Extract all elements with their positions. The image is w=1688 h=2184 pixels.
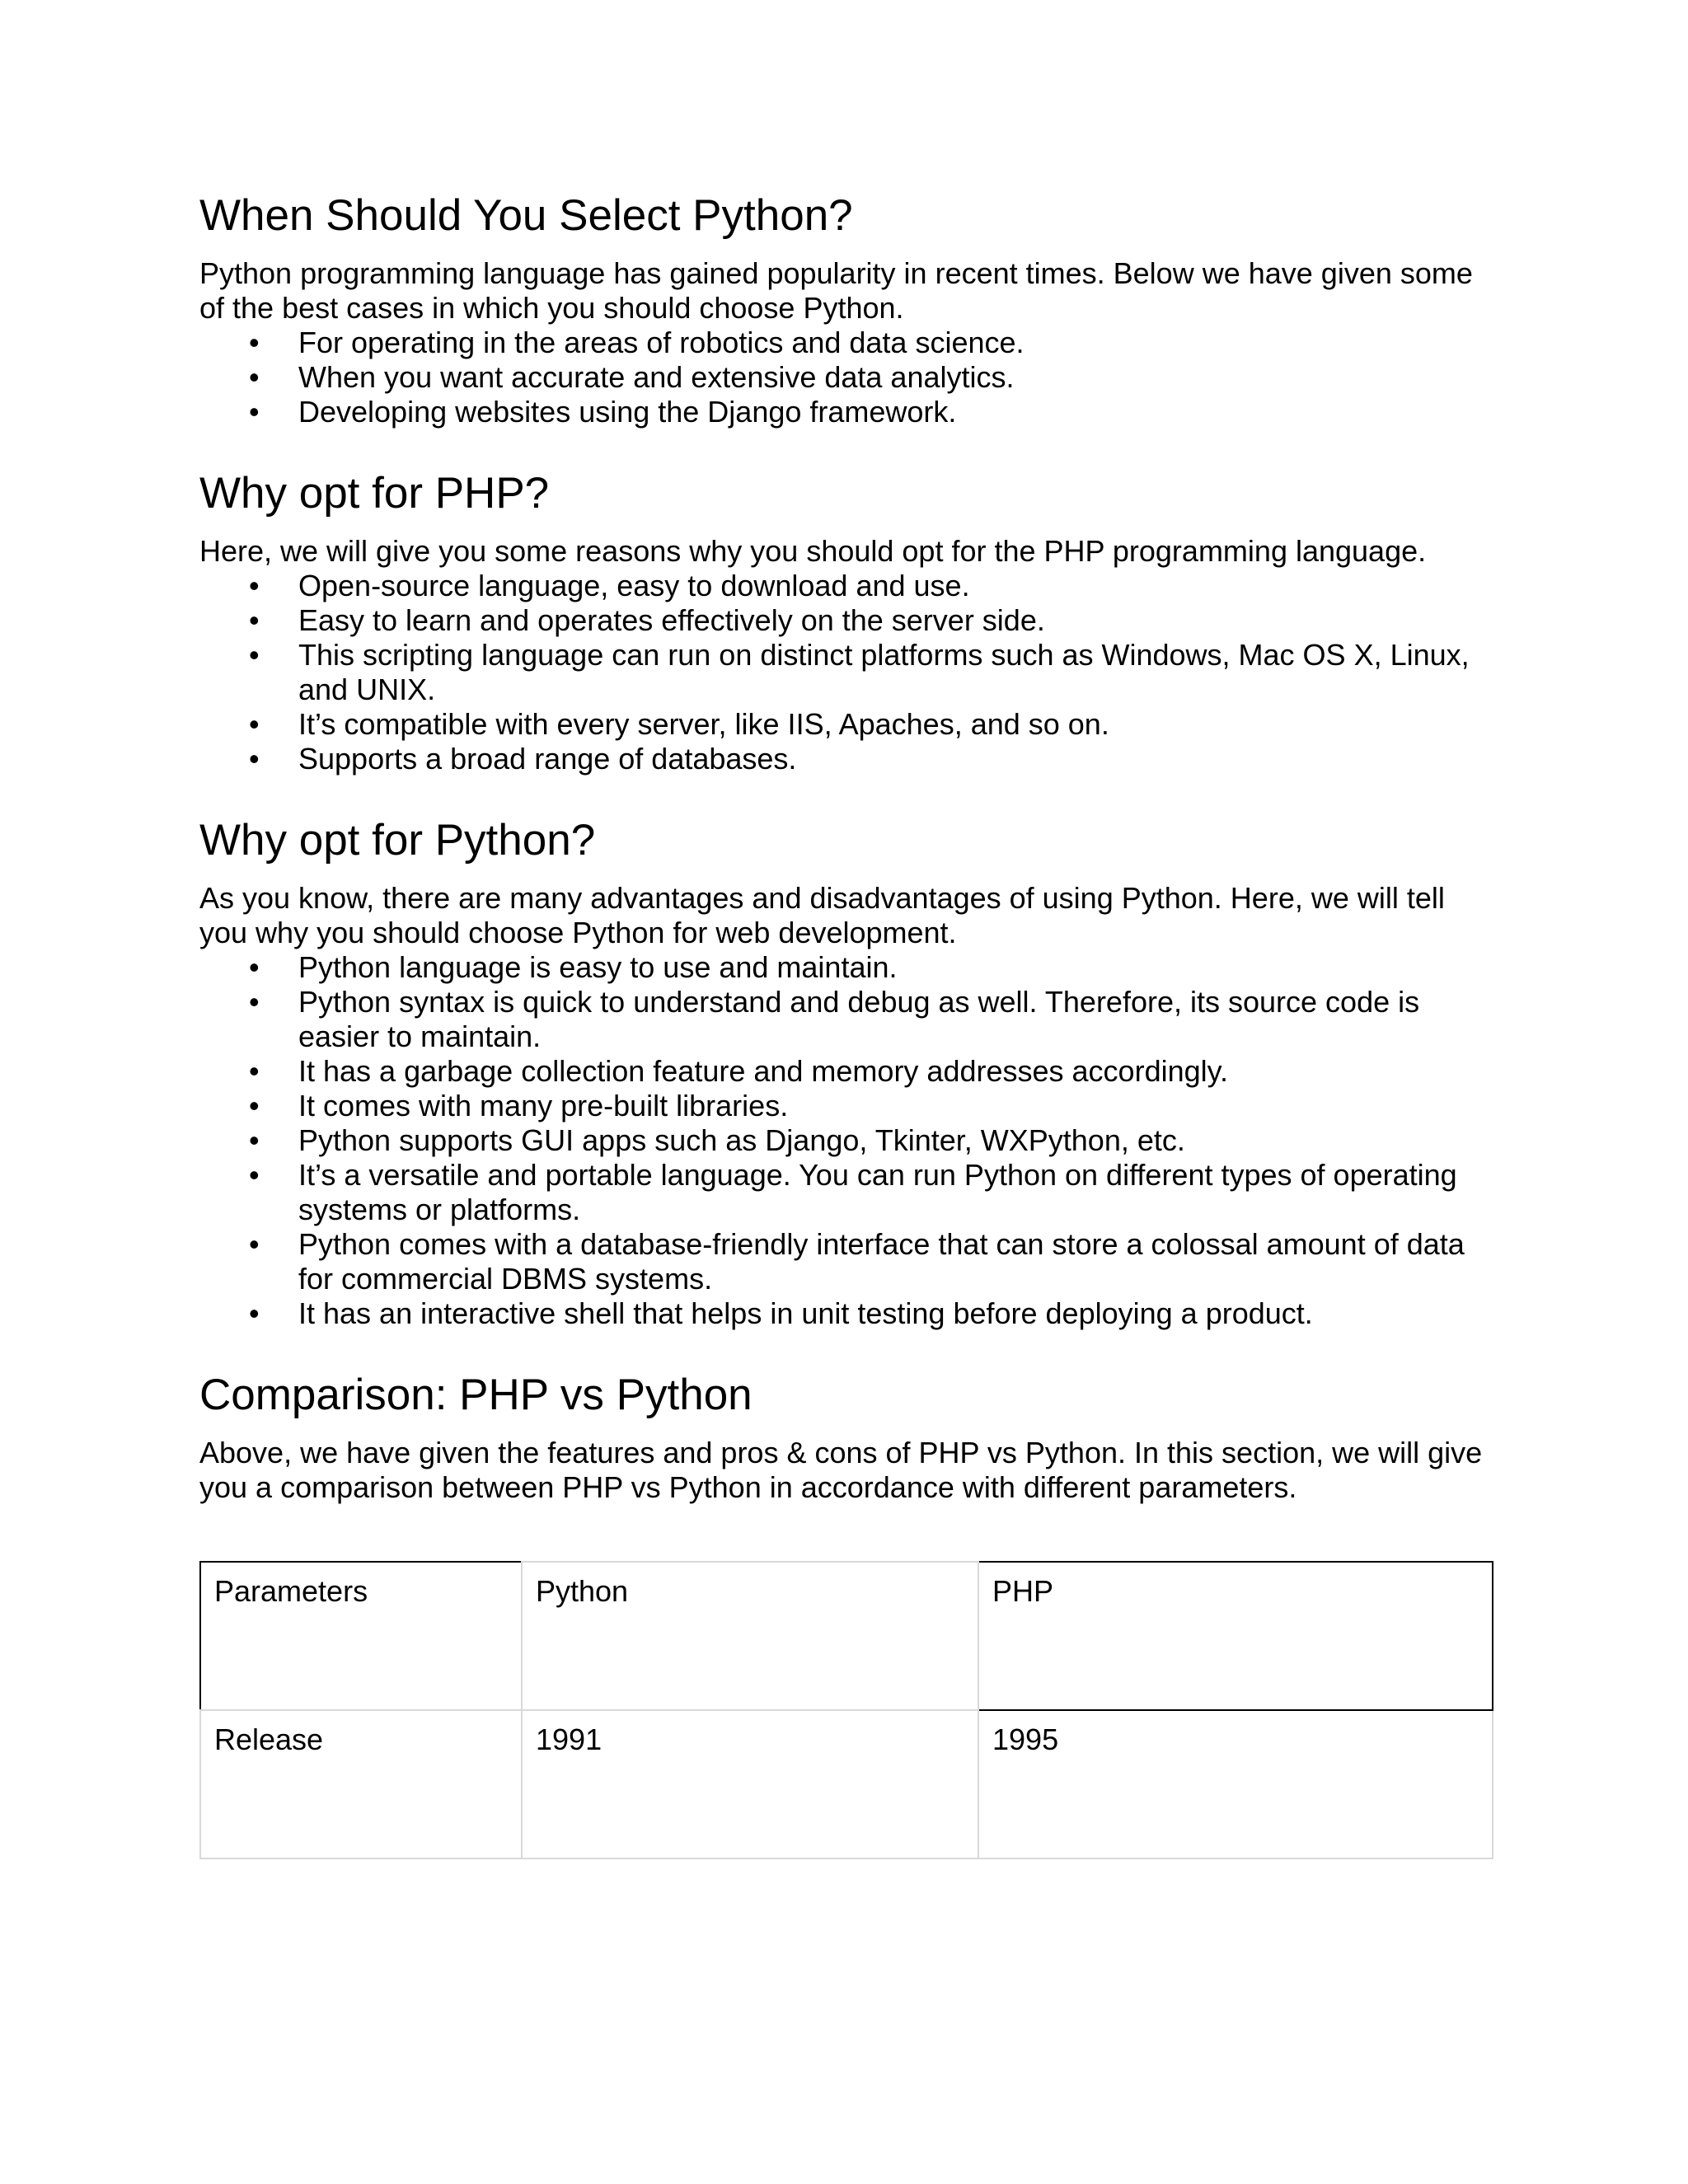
table-cell: Release [200, 1710, 522, 1858]
section-why-python [199, 816, 1493, 1331]
list-item: • Supports a broad range of databases. [298, 742, 1493, 776]
table-cell: 1995 [978, 1710, 1493, 1858]
list-item: • Python language is easy to use and maintain. [298, 950, 1493, 985]
table-cell: PHP [978, 1562, 1493, 1710]
list-item: • Python syntax is quick to understand and debug as well. Therefore, its source code is easier to maintain. [298, 985, 1493, 1054]
table-cell: Parameters [200, 1562, 522, 1710]
section-heading: Why opt for Python? [199, 815, 596, 865]
list-item: • It comes with many pre-built libraries. [298, 1089, 1493, 1123]
list-item: • This scripting language can run on distinct platforms such as Windows, Mac OS X, Linux, and UNIX. [298, 638, 1493, 707]
list-item: • For operating in the areas of robotics and data science. [298, 326, 1493, 360]
list-item: • Python supports GUI apps such as Django, Tkinter, WXPython, etc. [298, 1123, 1493, 1158]
section-intro: As you know, there are many advantages and disadvantages of using Python. Here, we will tell you why you should choose Python for web development. [199, 880, 1445, 949]
section-comparison [199, 1371, 1493, 1505]
section-heading: Comparison: PHP vs Python [199, 1370, 753, 1419]
section-why-php [199, 469, 1493, 776]
list-item: • Open-source language, easy to download and use. [298, 569, 1493, 603]
section-when-select-python [199, 191, 1493, 429]
table-row [200, 1710, 1493, 1858]
table-cell: Python [522, 1562, 978, 1710]
list-item: • Easy to learn and operates effectively on the server side. [298, 603, 1493, 638]
table-header-row [200, 1562, 1493, 1710]
list-item: • Python comes with a database-friendly interface that can store a colossal amount of data for commercial DBMS systems. [298, 1227, 1493, 1296]
list-item: • Developing websites using the Django framework. [298, 395, 1493, 429]
list-item: • It has an interactive shell that helps in unit testing before deploying a product. [298, 1296, 1493, 1331]
section-intro: Python programming language has gained popularity in recent times. Below we have given some of the best cases in which you should choose Python. [199, 255, 1473, 325]
bullet-list [199, 950, 1493, 1331]
comparison-table [199, 1561, 1493, 1859]
table-cell: 1991 [522, 1710, 978, 1858]
section-heading: When Should You Select Python? [199, 191, 853, 240]
document-page [199, 191, 1493, 1859]
list-item: • It’s a versatile and portable language. You can run Python on different types of operating systems or platforms. [298, 1158, 1493, 1227]
section-intro: Above, we have given the features and pros & cons of PHP vs Python. In this section, we will give you a comparison between PHP vs Python in accordance with different parameters. [199, 1435, 1483, 1504]
section-intro: Here, we will give you some reasons why you should opt for the PHP programming language. [199, 533, 1427, 568]
list-item: • It has a garbage collection feature and memory addresses accordingly. [298, 1054, 1493, 1089]
list-item: • When you want accurate and extensive data analytics. [298, 360, 1493, 395]
section-heading: Why opt for PHP? [199, 468, 550, 518]
bullet-list [199, 569, 1493, 776]
list-item: • It’s compatible with every server, like IIS, Apaches, and so on. [298, 707, 1493, 742]
bullet-list [199, 326, 1493, 429]
